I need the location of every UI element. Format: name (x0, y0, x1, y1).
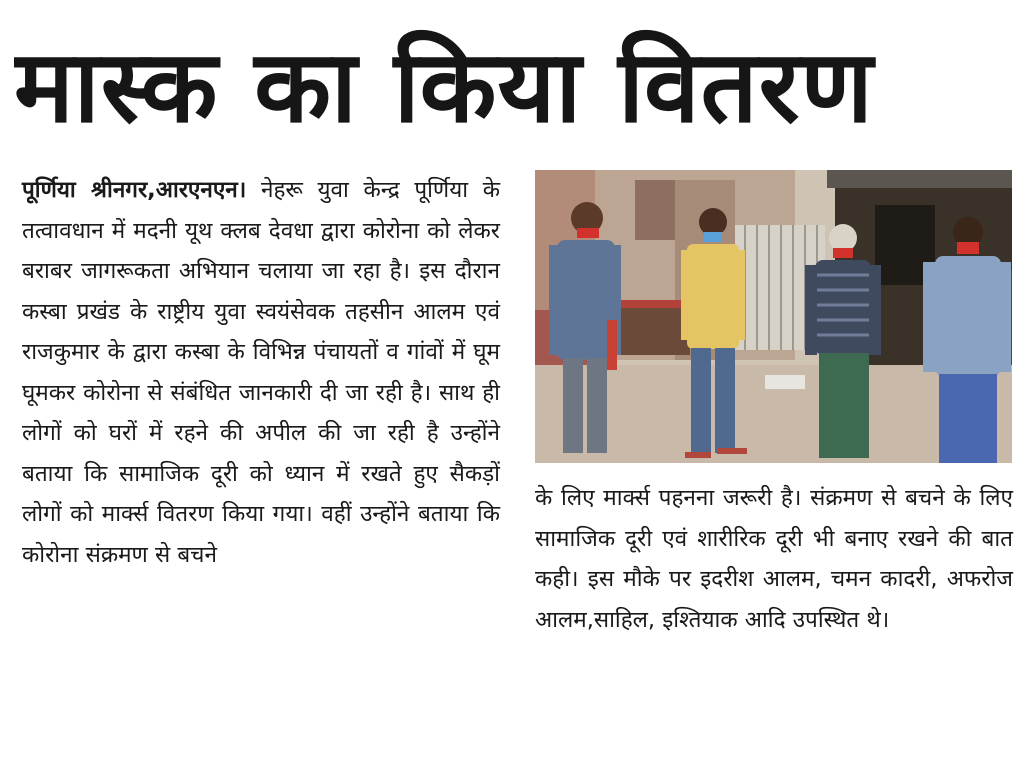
article-paragraph-2: के लिए मार्क्स पहनना जरूरी है। संक्रमण से बचने के लिए सामाजिक दूरी एवं शारीरिक दूरी भी बनाए रखने की बात कही। इस मौके पर इदरीश आलम, चमन कादरी, अफरोज आलम,साहिल, इश्तियाक आदि उपस्थित थे। (535, 485, 1013, 633)
article-paragraph-1 (22, 170, 500, 575)
article-body-left: नेहरू युवा केन्द्र पूर्णिया के तत्वावधान में मदनी यूथ क्लब देवधा द्वारा कोरोना को लेकर बराबर जागरूकता अभियान चलाया जा रहा है। इस दौरान कस्बा प्रखंड के राष्ट्रीय युवा स्वयंसेवक तहसीन आलम एवं राजकुमार के द्वारा कस्बा के विभिन्न पंचायतों व गांवों में घूम घूमकर कोरोना से संबंधित जानकारी दी जा रही है। साथ ही लोगों को घरों में रहने की अपील की जा रही है उन्होंने बताया कि सामाजिक दूरी को ध्यान में रखते हुए सैकड़ों लोगों को मार्क्स वितरण किया गया। वहीं उन्होंने बताया कि कोरोना संक्रमण से बचने (22, 177, 500, 568)
news-photo (535, 170, 1012, 463)
article-column-right (535, 478, 1013, 640)
photo-table (615, 300, 690, 355)
dateline: पूर्णिया श्रीनगर,आरएनएन। (22, 177, 247, 203)
article-column-left (22, 170, 500, 575)
headline: मास्क का किया वितरण (14, 28, 874, 145)
